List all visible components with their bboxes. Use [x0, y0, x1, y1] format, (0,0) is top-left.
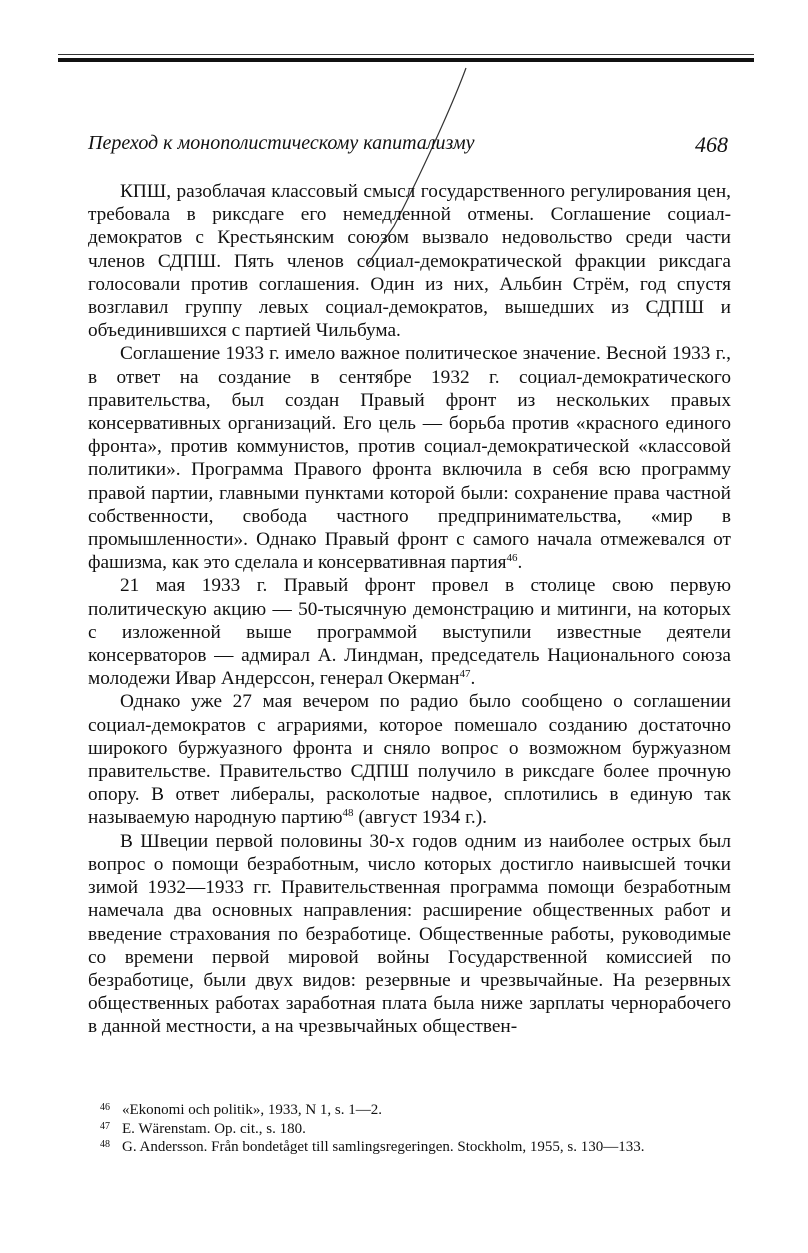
page-number: 468: [695, 132, 728, 157]
paragraph-tail: .: [470, 668, 476, 690]
footnote-text: E. Wärenstam. Op. cit., s. 180.: [122, 1120, 306, 1137]
footnote: [100, 1101, 740, 1120]
footnote-ref[interactable]: 48: [342, 807, 354, 820]
running-head-title: Переход к монополистическому капитализму: [88, 132, 475, 154]
paragraph: [88, 690, 731, 829]
footnote-ref[interactable]: 46: [506, 552, 518, 565]
body-text: [88, 180, 731, 1039]
header-rule-thin-line: [58, 54, 754, 55]
paragraph-text: В Швеции первой половины 30-х годов одним из наиболее острых был вопрос о помощи безработным, число которых достигло наивысшей точки зимой 1932—1933 гг. Правительственная программа помощи безработным намечала два основных направления: расширение общественных работ и введение страхования по безработице. Общественные работы, руководимые со времени первой мировой войны Государственной комиссией по безработице, были двух видов: резервные и чрезвычайные. На резервных общественных работах заработная плата была ниже зарплаты чернорабочего в данной местности, а на чрезвычайных обществен-: [88, 830, 731, 1038]
paragraph: [88, 342, 731, 574]
footnote-text: G. Andersson. Från bondetåget till samlingsregeringen. Stockholm, 1955, s. 130—133.: [122, 1139, 645, 1155]
paragraph-text: Соглашение 1933 г. имело важное политическое значение. Весной 1933 г., в ответ на создание в сентябре 1932 г. социал-демократического правительства, был создан Правый фронт из нескольких правых консервативных организаций. Его цель — борьба против «красного единого фронта», против коммунистов, против социал-демократической «классовой политики». Программа Правого фронта включила в себя всю программу правой партии, главными пунктами которой были: сохранение права частной собственности, свобода частного предпринимательства, «мир в промышленности». Однако Правый фронт с самого начала отмежевался от фашизма, как это сделала и консервативная партия: [88, 343, 731, 574]
footnote-ref[interactable]: 47: [459, 668, 471, 681]
header-rule: [58, 50, 754, 64]
footnote-number: 48: [100, 1139, 110, 1150]
footnote: [100, 1120, 740, 1139]
header-rule-thick-line: [58, 58, 754, 62]
paragraph: [88, 574, 731, 690]
paragraph: [88, 830, 731, 1039]
footnote-text: «Ekonomi och politik», 1933, N 1, s. 1—2.: [122, 1102, 382, 1118]
footnote-number: 47: [100, 1120, 110, 1132]
paragraph-text: Однако уже 27 мая вечером по радио было сообщено о соглашении социал-демократов с аграриями, которое помешало созданию достаточно широкого буржуазного фронта и сняло вопрос о возможном буржуазном правительстве. Правительство СДПШ получило в риксдаге более прочную опору. В ответ либералы, расколотые надвое, сплотились в единую так называемую народную партию: [88, 691, 731, 829]
paragraph-tail: (август 1934 г.).: [353, 807, 487, 829]
running-head: [88, 132, 728, 162]
footnotes: [100, 1101, 740, 1157]
paragraph-tail: .: [517, 552, 523, 574]
paragraph-text: КПШ, разоблачая классовый смысл государственного регулирования цен, требовала в риксдаге его немедленной отмены. Соглашение социал-демократов с Крестьянским союзом вызвало недовольство среди части членов СДПШ. Пять членов социал-демократической фракции риксдага голосовали против соглашения. Один из них, Альбин Стрём, год спустя возглавил группу левых социал-демократов, вышедших из СДПШ и объединившихся с партией Чильбума.: [88, 181, 731, 342]
paragraph: [88, 180, 731, 342]
footnote: [100, 1138, 740, 1157]
footnote-number: 46: [100, 1102, 110, 1113]
paragraph-text: 21 мая 1933 г. Правый фронт провел в столице свою первую политическую акцию — 50-тысячную демонстрацию и митинги, на которых с изложенной выше программой выступили известные деятели консерваторов — адмирал А. Линдман, председатель Национального союза молодежи Ивар Андерссон, генерал Окерман: [88, 575, 731, 690]
